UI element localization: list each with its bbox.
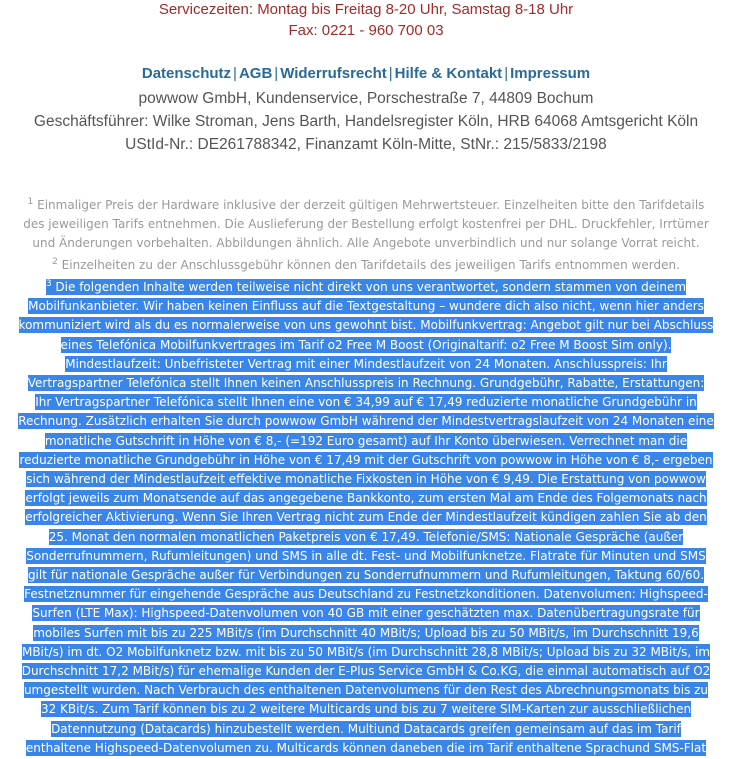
service-hours: Servicezeiten: Montag bis Freitag 8-20 Uhr, Samstag 8-18 Uhr [158,1,574,18]
link-separator: | [233,65,237,82]
footnote-1-mark: 1 [27,197,34,207]
link-separator: | [388,65,393,82]
link-datenschutz[interactable]: Datenschutz [141,65,232,82]
footnote-2 [20,253,712,275]
footnote-3-selected[interactable] [18,275,714,758]
link-agb[interactable]: AGB [238,65,273,82]
text-selection[interactable] [18,279,714,756]
link-separator: | [274,65,279,82]
footnote-3-text: Die folgenden Inhalte werden teilweise nicht direkt von uns verantwortet, sondern stammen von deinem Mobilfunkanbieter. Wir haben keinen Einfluss auf die Textgestaltung – wundere dich also nicht, wenn hier anders kommuniziert wird als du es normalerweise von uns gewohnt bist. Mobilfunkvertrag: Angebot gilt nur bei Abschluss eines Telefónica Mobilfunkvertrages im Tarif o2 Free M Boost (Originaltarif: o2 Free M Boost Sim only). Mindestlaufzeit: Unbefristeter Vertrag mit einer Mindestlaufzeit von 24 Monaten. Anschlusspreis: Ihr Vertragspartner Telefónica stellt Ihnen keinen Anschlusspreis in Rechnung. Grundgebühr, Rabatte, Erstattungen: Ihr Vertragspartner Telefónica stellt Ihnen eine von € 34,99 auf € 17,49 reduzierte monatliche Grundgebühr in Rechnung. Zusätzlich erhalten Sie durch powwow GmbH während der Mindestvertragslaufzeit von 24 Monaten eine monatliche Gutschrift in Höhe von € 8,- (=192 Euro gesamt) auf Ihr Konto überwiesen. Verrechnet man die reduzierte monatliche Grundgebühr in Höhe von € 17,49 mit der Gutschrift von powwow in Höhe von € 8,- ergeben sich während der Mindestlaufzeit effektive monatliche Fixkosten in Höhe von € 9,49. Die Erstattung von powwow erfolgt jeweils zum Monatsende auf das angegebene Bankkonto, zum ersten Mal am Ende des Folgemonats nach erfolgreicher Aktivierung. Wenn Sie Ihren Vertrag nicht zum Ende der Mindestlaufzeit kündigen zahlen Sie ab den 25. Monat den normalen monatlichen Paketpreis von € 17,49. Telefonie/SMS: Nationale Gespräche (außer Sonderrufnummern, Rufumleitungen) und SMS in alle dt. Fest- und Mobilfunknetze. Flatrate für Minuten und SMS gilt für nationale Gespräche außer für Verbindungen zu Sonderrufnummern und Rufumleitungen, Taktung 60/60. Festnetznummer für eingehende Gespräche aus Deutschland zu Festnetzkonditionen. Datenvolumen: Highspeed-Surfen (LTE Max): Highspeed-Datenvolumen von 40 GB mit einer geschätzten max. Datenübertragungsrate für mobiles Surfen mit bis zu 225 MBit/s (im Durchschnitt 40 MBit/s; Upload bis zu 50 MBit/s, im Durchschnitt 19,6 MBit/s) im dt. O2 Mobilfunknetz bzw. mit bis zu 50 MBit/s (im Durchschnitt 28,8 MBit/s; Upload bis zu 32 MBit/s, im Durchschnitt 17,2 MBit/s) für ehemalige Kunden der E-Plus Service GmbH & Co.KG, die einmal automatisch auf O2 umgestellt wurden. Nach Verbrauch des enthaltenen Datenvolumens für den Rest des Abrechnungsmonats bis zu 32 KBit/s. Zum Tarif können bis zu 2 weitere Multicards und bis zu 7 weitere SIM-Karten zur ausschließlichen Datennutzung (Datacards) hinzubestellt werden. Multiund Datacards greifen gemeinsam auf das im Tarif enthaltene Highspeed-Datenvolumen zu. Multicards können daneben die im Tarif enthaltene Sprachund SMS-Flat [18,280,714,755]
company-management: Geschäftsführer: Wilke Stroman, Jens Barth, Handelsregister Köln, HRB 64068 Amtsgericht Köln [33,113,699,130]
company-tax: UStId-Nr.: DE261788342, Finanzamt Köln-Mitte, StNr.: 215/5833/2198 [125,136,607,153]
footnote-3-mark: 3 [45,279,52,289]
footnotes [20,193,712,275]
service-fax: Fax: 0221 - 960 700 03 [288,22,444,39]
company-address: powwow GmbH, Kundenservice, Porschestraße 7, 44809 Bochum [138,90,594,107]
footer-links [0,64,732,84]
company-info [0,87,732,156]
link-separator: | [504,65,509,82]
footnote-1 [20,193,712,253]
footnote-1-text: Einmaliger Preis der Hardware inklusive der derzeit gültigen Mehrwertsteuer. Einzelheiten bitte den Tarifdetails des jeweiligen Tarifs entnehmen. Die Auslieferung der Bestellung erfolgt kostenfrei per DHL. Druckfehler, Irrtümer und Änderungen vorbehalten. Abbildungen ähnlich. Alle Angebote unverbindlich und nur solange Vorrat reicht. [23,198,709,250]
link-impressum[interactable]: Impressum [510,65,591,82]
link-hilfe-kontakt[interactable]: Hilfe & Kontakt [394,65,503,82]
footnote-2-mark: 2 [52,257,58,267]
footnote-2-text: Einzelheiten zu der Anschlussgebühr können den Tarifdetails des jeweiligen Tarifs entnommen werden. [61,258,680,272]
link-widerrufsrecht[interactable]: Widerrufsrecht [280,65,387,82]
service-info [0,0,732,41]
